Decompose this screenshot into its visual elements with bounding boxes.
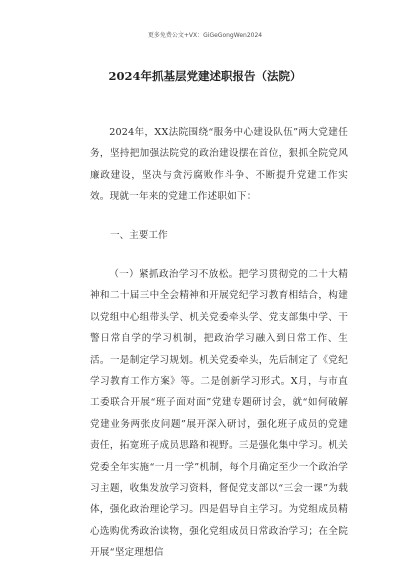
intro-paragraph: 2024年，XX法院围绕“服务中心建设队伍”两大党建任务，坚持把加强法院党的政治建设摆在首位，狠抓全院党风廉政建设，坚决与贪污腐败作斗争、不断提升党建工作实效。现就一年来的党建工作述职如下： xyxy=(90,127,348,203)
page-header-note: 更多免费公文+VX：GiGeGongWen2024 xyxy=(147,32,263,39)
document-title: 2024年抓基层党建述职报告（法院） xyxy=(108,69,302,83)
section-heading: 一、主要工作 xyxy=(110,230,168,241)
body-paragraph: （一）紧抓政治学习不放松。把学习贯彻党的二十大精神和二十届三中全会精神和开展党纪学习教育相结合，构建以党组中心组带头学、机关党委牵头学、党支部集中学、干警日常自学的学习机制，把政治学习融入到日常工作、生活。一是制定学习规划。机关党委牵头，先后制定了《党纪学习教育工作方案》等。二是创新学习形式。X月，与市直工委联合开展“班子面对面”党建专题研讨会，就“如何破解党建业务两张皮问题”展开深入研讨，强化班子成员的党建责任，拓宽班子成员思路和视野。三是强化集中学习。机关党委全年实施“一月一学”机制，每个月确定至少一个政治学习主题，收集发放学习资料，督促党支部以“三会一课”为载体，强化政治理论学习。四是倡导自主学习。为党组成员精心选购优秀政治读物，强化党组成员日常政治学习；在全院开展“坚定理想信 xyxy=(90,269,348,559)
